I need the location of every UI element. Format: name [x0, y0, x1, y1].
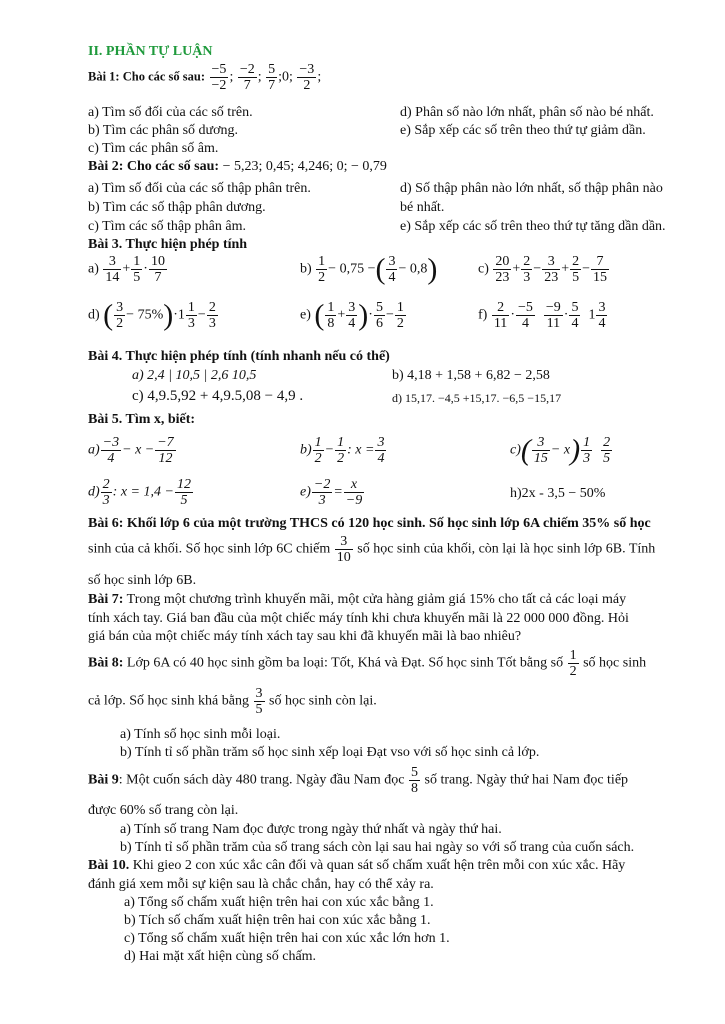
- bai4-b: b) 4,18 + 1,58 + 6,82 − 2,58: [392, 368, 550, 383]
- bai6-line3: số học sinh lớp 6B.: [88, 573, 197, 588]
- fraction: $\frac{2}{5}$: [572, 254, 580, 285]
- fraction: $\frac{-5}{-2}$: [211, 62, 227, 93]
- bai2-d: d) Số thập phân nào lớn nhất, số thập phân nào: [400, 181, 663, 196]
- bai2-c: c) Tìm các số thập phân âm.: [88, 219, 246, 234]
- fraction: $\frac{1}{2}$: [396, 300, 404, 331]
- bai4-c: c) 4,9.5,92 + 4,9.5,08 − 4,9 .: [132, 388, 304, 404]
- bai8-line1: Bài 8: Lớp 6A có 40 học sinh gồm ba loại: Tốt, Khá và Đạt. Số học sinh Tốt bằng số $\frac{1}{2}$ số học sinh: [88, 648, 647, 679]
- bai10-a: a) Tổng số chấm xuất hiện trên hai con xúc xắc bằng 1.: [124, 895, 434, 910]
- bai1-c: c) Tìm các phân số âm.: [88, 141, 219, 156]
- bai10-c: c) Tổng số chấm xuất hiện trên hai con xúc xắc lớn hơn 1.: [124, 931, 450, 946]
- bai1-d: d) Phân số nào lớn nhất, phân số nào bé nhất.: [400, 105, 654, 120]
- bai7-line1: Bài 7: Trong một chương trình khuyến mãi, một cửa hàng giảm giá 15% cho tất cả các loại máy: [88, 592, 627, 607]
- fraction: $\frac{20}{23}$: [495, 254, 510, 285]
- fraction: $\frac{1}{3}$: [187, 300, 195, 331]
- fraction: $\frac{3}{4}$: [598, 300, 606, 331]
- fraction: $\frac{2}{11}$: [493, 300, 508, 331]
- bai5-e: e) $\frac{-2}{3}$ = $\frac{x}{-9}$: [300, 477, 363, 508]
- bai1-b: b) Tìm các phân số dương.: [88, 123, 239, 138]
- bai10-line2: đánh giá xem mỗi sự kiện sau là chắc chắn, hay có thể xảy ra.: [88, 877, 434, 892]
- bai4-a: a) 2,4 | 10,5 | 2,6 10,5: [132, 368, 257, 383]
- bai1-e: e) Sắp xếp các số trên theo thứ tự giảm dần.: [400, 123, 646, 138]
- fraction: $\frac{-3}{4}$: [102, 435, 120, 466]
- fraction: $\frac{3}{23}$: [544, 254, 559, 285]
- bai4-title: Bài 4. Thực hiện phép tính (tính nhanh nếu có thể): [88, 349, 390, 364]
- bai5-c: c)( $\frac{3}{15}$ − x) $\frac{1}{3}$ $\frac{2}{5}$: [510, 433, 611, 467]
- bai3-c: c) $\frac{20}{23}$ + $\frac{2}{3}$ − $\frac{3}{23}$ + $\frac{2}{5}$ − $\frac{7}{15}$: [478, 254, 608, 285]
- fraction: $\frac{3}{4}$: [348, 300, 356, 331]
- fraction: $\frac{5}{8}$: [411, 765, 418, 796]
- fraction: $\frac{5}{6}$: [375, 300, 383, 331]
- bai3-a: a) $\frac{3}{14}$ + $\frac{1}{5}$ · $\frac{10}{7}$: [88, 254, 165, 285]
- fraction: $\frac{2}{3}$: [523, 254, 531, 285]
- fraction: $\frac{3}{2}$: [116, 300, 124, 331]
- bai3-e: e) ( $\frac{1}{8}$ + $\frac{3}{4}$ )· $\frac{5}{6}$ − $\frac{1}{2}$: [300, 298, 404, 332]
- bai8-b: b) Tính tỉ số phần trăm số học sinh xếp loại Đạt vso với số học sinh cả lớp.: [120, 745, 540, 760]
- fraction: $\frac{1}{3}$: [583, 435, 591, 466]
- bai5-d: d) $\frac{2}{3}$ : x = 1,4 − $\frac{12}{5}$: [88, 477, 191, 508]
- bai8-line2: cả lớp. Số học sinh khá bằng $\frac{3}{5}$ số học sinh còn lại.: [88, 686, 377, 717]
- bai6-line1: Bài 6: Khối lớp 6 của một trường THCS có 120 học sinh. Số học sinh lớp 6A chiếm 35% số học: [88, 516, 651, 531]
- bai2-a: a) Tìm số đối của các số thập phân trên.: [88, 181, 311, 196]
- bai5-b: b) $\frac{1}{2}$ − $\frac{1}{2}$ : x = $\frac{3}{4}$: [300, 435, 385, 466]
- fraction: $\frac{3}{5}$: [255, 686, 263, 717]
- bai5-a: a) $\frac{-3}{4}$ − x − $\frac{-7}{12}$: [88, 435, 174, 466]
- fraction: $\frac{1}{2}$: [569, 648, 577, 679]
- bai7-line3: giá bán của một chiếc máy tính xách tay sau khi đã khuyến mãi là bao nhiêu?: [88, 629, 522, 644]
- bai3-d: d) ( $\frac{3}{2}$ − 75%)·1 $\frac{1}{3}$ − $\frac{2}{3}$: [88, 298, 216, 332]
- bai2-header: [88, 158, 387, 175]
- bai2-numbers: − 5,23; 0,45; 4,246; 0; − 0,79: [222, 159, 387, 174]
- fraction: $\frac{-3}{2}$: [299, 62, 315, 93]
- bai2-title: Bài 2: Cho các số sau:: [88, 159, 220, 174]
- fraction: $\frac{-5}{4}$: [517, 300, 533, 331]
- bai7-line2: tính xách tay. Giá ban đầu của một chiếc máy tính khi chưa khuyến mãi là 22 000 000 đồng. Hỏi: [88, 611, 629, 626]
- bai10-b: b) Tích số chấm xuất hiện trên hai con xúc xắc bằng 1.: [124, 913, 431, 928]
- bai9-line2: được 60% số trang còn lại.: [88, 803, 239, 818]
- fraction: $\frac{-2}{7}$: [239, 62, 255, 93]
- bai1-title: Bài 1: Cho các số sau:: [88, 69, 206, 84]
- bai5-title: Bài 5. Tìm x, biết:: [88, 412, 196, 427]
- fraction: $\frac{2}{3}$: [102, 477, 110, 508]
- bai9-a: a) Tính số trang Nam đọc được trong ngày thứ nhất và ngày thứ hai.: [120, 822, 502, 837]
- bai9-line1: Bài 9: Một cuốn sách dày 480 trang. Ngày đầu Nam đọc $\frac{5}{8}$ số trang. Ngày thứ hai Nam đọc tiếp: [88, 765, 629, 796]
- bai6-line2: sinh của cả khối. Số học sinh lớp 6C chiếm $\frac{3}{10}$ số học sinh của khối, còn lại là học sinh lớp 6B. Tính: [88, 534, 656, 565]
- fraction: $\frac{1}{5}$: [133, 254, 141, 285]
- fraction: $\frac{12}{5}$: [176, 477, 191, 508]
- bai2-d-cont: bé nhất.: [400, 200, 445, 215]
- fraction: $\frac{3}{4}$: [388, 254, 396, 285]
- fraction: $\frac{5}{4}$: [571, 300, 579, 331]
- bai4-d: d) 15,17. −4,5 +15,17. −6,5 −15,17: [392, 391, 562, 405]
- bai3-title: Bài 3. Thực hiện phép tính: [88, 237, 248, 252]
- fraction: $\frac{7}{15}$: [593, 254, 608, 285]
- fraction: $\frac{3}{15}$: [533, 435, 548, 466]
- fraction: $\frac{1}{2}$: [314, 435, 322, 466]
- bai1-a: a) Tìm số đối của các số trên.: [88, 105, 253, 120]
- fraction: $\frac{2}{3}$: [208, 300, 216, 331]
- fraction: $\frac{-7}{12}$: [157, 435, 174, 466]
- bai3-f: f) $\frac{2}{11}$ · $\frac{-5}{4}$ $\frac{-9}{11}$ · $\frac{5}{4}$ 1 $\frac{3}{4}$: [478, 300, 606, 331]
- fraction: $\frac{-9}{11}$: [545, 300, 561, 331]
- fraction: $\frac{-2}{3}$: [313, 477, 331, 508]
- fraction: $\frac{1}{2}$: [337, 435, 345, 466]
- fraction: $\frac{3}{10}$: [336, 534, 351, 565]
- bai8-a: a) Tính số học sinh mỗi loại.: [120, 727, 281, 742]
- section-title: II. PHẦN TỰ LUẬN: [88, 44, 213, 59]
- bai10-d: d) Hai mặt xất hiện cùng số chấm.: [124, 949, 317, 964]
- fraction: $\frac{1}{8}$: [327, 300, 335, 331]
- bai1-header: Bài 1: Cho các số sau: $\frac{-5}{-2}$ ; $\frac{-2}{7}$ ; $\frac{5}{7}$ ;0; $\frac{-3}{2}$ ;: [88, 62, 322, 93]
- fraction: $\frac{2}{5}$: [603, 435, 611, 466]
- bai3-b: b) $\frac{1}{2}$ − 0,75 −( $\frac{3}{4}$ − 0,8): [300, 252, 438, 286]
- fraction: $\frac{1}{2}$: [318, 254, 326, 285]
- fraction: $\frac{x}{-9}$: [345, 477, 363, 508]
- bai10-line1: Bài 10. Khi gieo 2 con xúc xắc cân đối và quan sát số chấm xuất hện trên mỗi con xúc xắc. Hãy: [88, 858, 626, 873]
- fraction: $\frac{5}{7}$: [268, 62, 276, 93]
- fraction: $\frac{3}{14}$: [105, 254, 120, 285]
- fraction: $\frac{3}{4}$: [377, 435, 385, 466]
- bai2-e: e) Sắp xếp các số trên theo thứ tự tăng dần dần.: [400, 219, 666, 234]
- fraction: $\frac{10}{7}$: [150, 254, 165, 285]
- bai5-h: h)2x - 3,5 − 50%: [510, 486, 606, 501]
- bai2-b: b) Tìm các số thập phân dương.: [88, 200, 266, 215]
- bai9-b: b) Tính tỉ số phần trăm của số trang sách còn lại sau hai ngày so với số trang của cuốn sách.: [120, 840, 635, 855]
